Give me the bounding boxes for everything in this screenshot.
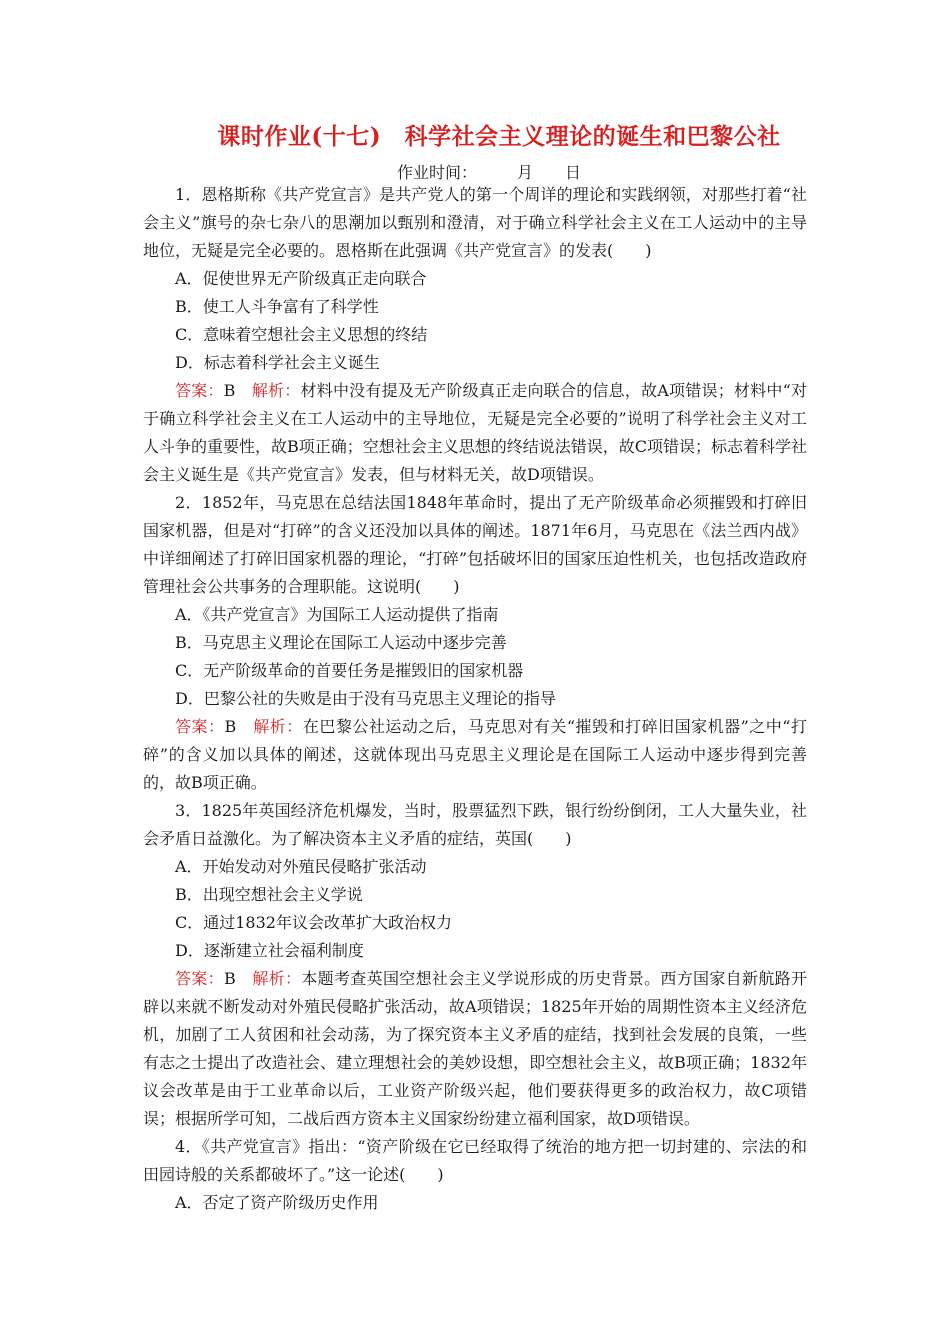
option: B．马克思主义理论在国际工人运动中逐步完善 [175, 633, 507, 652]
option: D．标志着科学社会主义诞生 [175, 353, 380, 372]
explain-text: 在巴黎公社运动之后，马克思对有关“摧毁和打碎旧国家机器”之中“打碎”的含义加以具体的阐述，这就体现出马克思主义理论是在国际工人运动中逐步得到完善的，故B项正确。 [143, 717, 807, 792]
question-stem: 4．《共产党宣言》指出：“资产阶级在它已经取得了统治的地方把一切封建的、宗法的和田园诗般的关系都破坏了。”这一论述( ) [143, 1137, 807, 1184]
explain-label: 解析： [251, 381, 301, 400]
question-stem: 1．恩格斯称《共产党宣言》是共产党人的第一个周详的理论和实践纲领，对那些打着“社会主义”旗号的杂七杂八的思潮加以甄别和澄清，对于确立科学社会主义在工人运动中的主导地位，无疑是完全必要的。恩格斯在此强调《共产党宣言》的发表( ) [143, 185, 807, 260]
question-list [143, 181, 807, 1217]
answer-value: B [224, 717, 254, 736]
answer-label: 答案： [175, 969, 224, 988]
answer-label: 答案： [175, 381, 224, 400]
explain-label: 解析： [253, 717, 303, 736]
answer-value: B [223, 969, 253, 988]
page-title: 课时作业(十七) 科学社会主义理论的诞生和巴黎公社 [217, 123, 781, 150]
answer-block [143, 965, 807, 1133]
option: C．无产阶级革命的首要任务是摧毁旧的国家机器 [175, 661, 524, 680]
explain-text: 材料中没有提及无产阶级真正走向联合的信息，故A项错误；材料中“对于确立科学社会主义在工人运动中的主导地位，无疑是完全必要的”说明了科学社会主义对工人斗争的重要性，故B项正确；空想社会主义思想的终结说法错误，故C项错误；标志着科学社会主义诞生是《共产党宣言》发表，但与材料无关，故D项错误。 [143, 381, 808, 484]
option: A．《共产党宣言》为国际工人运动提供了指南 [175, 605, 499, 624]
explain-label: 解析： [252, 969, 302, 988]
option: C．意味着空想社会主义思想的终结 [175, 325, 428, 344]
option: B．出现空想社会主义学说 [175, 885, 363, 904]
option: B．使工人斗争富有了科学性 [175, 297, 379, 316]
question-stem: 3．1825年英国经济危机爆发，当时，股票猛烈下跌，银行纷纷倒闭，工人大量失业，社会矛盾日益激化。为了解决资本主义矛盾的症结，英国( ) [143, 801, 807, 848]
answer-label: 答案： [175, 717, 225, 736]
homework-time: 作业时间： 月 日 [397, 163, 582, 182]
option: D．逐渐建立社会福利制度 [175, 941, 364, 960]
answer-block [143, 377, 807, 489]
answer-value: B [223, 381, 252, 400]
option: A．促使世界无产阶级真正走向联合 [175, 269, 427, 288]
explain-text: 本题考查英国空想社会主义学说形成的历史背景。西方国家自新航路开辟以来就不断发动对外殖民侵略扩张活动，故A项错误；1825年开始的周期性资本主义经济危机，加剧了工人贫困和社会动荡，为了探究资本主义矛盾的症结，找到社会发展的良策，一些有志之士提出了改造社会、建立理想社会的美妙设想，即空想社会主义，故B项正确；1832年议会改革是由于工业革命以后，工业资产阶级兴起，他们要获得更多的政治权力，故C项错误；根据所学可知，二战后西方资本主义国家纷纷建立福利国家，故D项错误。 [143, 969, 807, 1128]
option: A．否定了资产阶级历史作用 [175, 1193, 379, 1212]
option: D．巴黎公社的失败是由于没有马克思主义理论的指导 [175, 689, 556, 708]
option: A．开始发动对外殖民侵略扩张活动 [175, 857, 427, 876]
option: C．通过1832年议会改革扩大政治权力 [175, 913, 452, 932]
answer-block [143, 713, 807, 797]
question-stem: 2．1852年，马克思在总结法国1848年革命时，提出了无产阶级革命必须摧毁和打碎旧国家机器，但是对“打碎”的含义还没加以具体的阐述。1871年6月，马克思在《法兰西内战》中详细阐述了打碎旧国家机器的理论，“打碎”包括破坏旧的国家压迫性机关，也包括改造政府管理社会公共事务的合理职能。这说明( ) [143, 493, 807, 596]
